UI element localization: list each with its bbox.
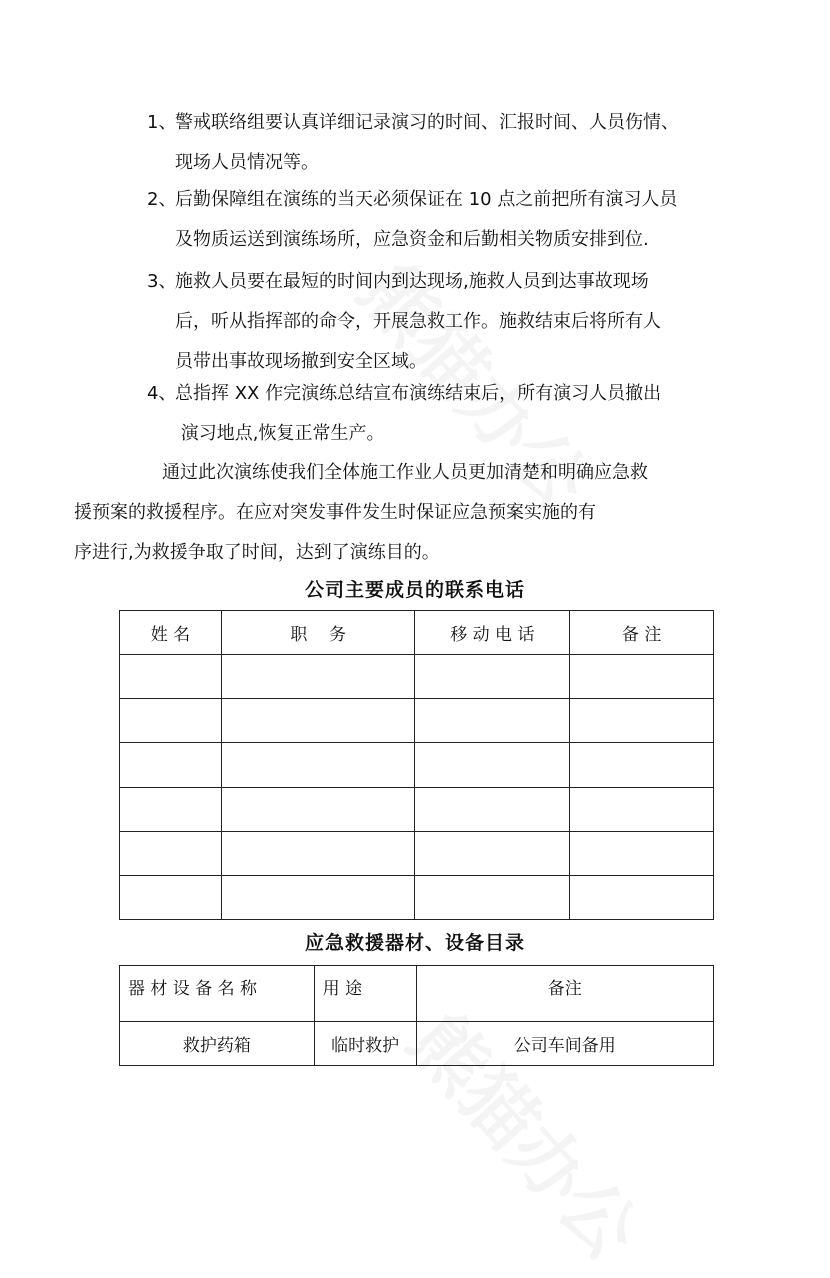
summary-line: 通过此次演练使我们全体施工作业人员更加清楚和明确应急救 xyxy=(162,462,648,483)
header-remarks: 备 注 xyxy=(570,611,714,655)
table-cell xyxy=(120,655,222,699)
list-item-4 xyxy=(147,374,717,454)
header-mobile: 移 动 电 话 xyxy=(415,611,570,655)
table-cell xyxy=(221,699,415,743)
table-header-row xyxy=(120,611,714,655)
item-line: 施救人员要在最短的时间内到达现场,施救人员到达事故现场 xyxy=(175,271,649,292)
table-cell xyxy=(120,876,222,920)
table-cell xyxy=(120,832,222,876)
header-remarks: 备注 xyxy=(416,966,713,1022)
table-row xyxy=(120,655,714,699)
table-cell xyxy=(415,832,570,876)
table-cell xyxy=(570,699,714,743)
item-line: 及物质运送到演练场所，应急资金和后勤相关物质安排到位. xyxy=(175,229,649,250)
item-line: 总指挥 XX 作完演练总结宣布演练结束后，所有演习人员撤出 xyxy=(175,383,662,404)
summary-line: 援预案的救援程序。在应对突发事件发生时保证应急预案实施的有 xyxy=(74,502,596,523)
table-header-row xyxy=(120,966,714,1022)
table-row xyxy=(120,788,714,832)
table-row xyxy=(120,743,714,788)
table-cell xyxy=(120,743,222,788)
equipment-table xyxy=(119,965,714,1066)
item-text xyxy=(175,103,717,183)
table-cell: 公司车间备用 xyxy=(416,1022,713,1066)
table-cell xyxy=(415,699,570,743)
list-item-3 xyxy=(147,262,717,382)
table-cell: 救护药箱 xyxy=(120,1022,315,1066)
table-cell xyxy=(221,876,415,920)
item-text xyxy=(175,262,717,382)
table-cell xyxy=(570,876,714,920)
item-text xyxy=(175,180,717,260)
table-cell xyxy=(221,832,415,876)
table-cell xyxy=(570,655,714,699)
header-purpose: 用 途 xyxy=(314,966,416,1022)
item-line: 演习地点,恢复正常生产。 xyxy=(175,423,385,444)
table-cell xyxy=(221,788,415,832)
contacts-table xyxy=(119,610,714,920)
table-row xyxy=(120,832,714,876)
table-cell xyxy=(570,788,714,832)
item-number: 1、 xyxy=(147,112,177,133)
table-cell xyxy=(415,655,570,699)
table-cell: 临时救护 xyxy=(314,1022,416,1066)
summary-line: 序进行,为救援争取了时间，达到了演练目的。 xyxy=(74,542,440,563)
equipment-title: 应急救援器材、设备目录 xyxy=(304,932,525,954)
summary-paragraph xyxy=(74,453,718,573)
table-row xyxy=(120,876,714,920)
item-line: 现场人员情况等。 xyxy=(175,152,319,173)
item-text xyxy=(175,374,717,454)
item-line: 警戒联络组要认真详细记录演习的时间、汇报时间、人员伤情、 xyxy=(175,112,679,133)
table-cell xyxy=(570,832,714,876)
item-line: 后，听从指挥部的命令，开展急救工作。施救结束后将所有人 xyxy=(175,311,661,332)
table-cell xyxy=(415,788,570,832)
table-cell xyxy=(415,743,570,788)
item-number: 4、 xyxy=(147,383,177,404)
table-cell xyxy=(221,655,415,699)
table-row xyxy=(120,1022,714,1066)
table-cell xyxy=(120,699,222,743)
header-position: 职 务 xyxy=(221,611,415,655)
list-item-1 xyxy=(147,103,717,183)
item-line: 员带出事故现场撤到安全区域。 xyxy=(175,351,427,372)
list-item-2 xyxy=(147,180,717,260)
header-equipment-name: 器 材 设 备 名 称 xyxy=(120,966,315,1022)
table-cell xyxy=(415,876,570,920)
table-cell xyxy=(120,788,222,832)
contacts-title: 公司主要成员的联系电话 xyxy=(304,579,525,601)
item-number: 2、 xyxy=(147,189,177,210)
item-number: 3、 xyxy=(147,271,177,292)
header-name: 姓 名 xyxy=(120,611,222,655)
table-row xyxy=(120,699,714,743)
item-line: 后勤保障组在演练的当天必须保证在 10 点之前把所有演习人员 xyxy=(175,189,678,210)
table-cell xyxy=(570,743,714,788)
table-cell xyxy=(221,743,415,788)
